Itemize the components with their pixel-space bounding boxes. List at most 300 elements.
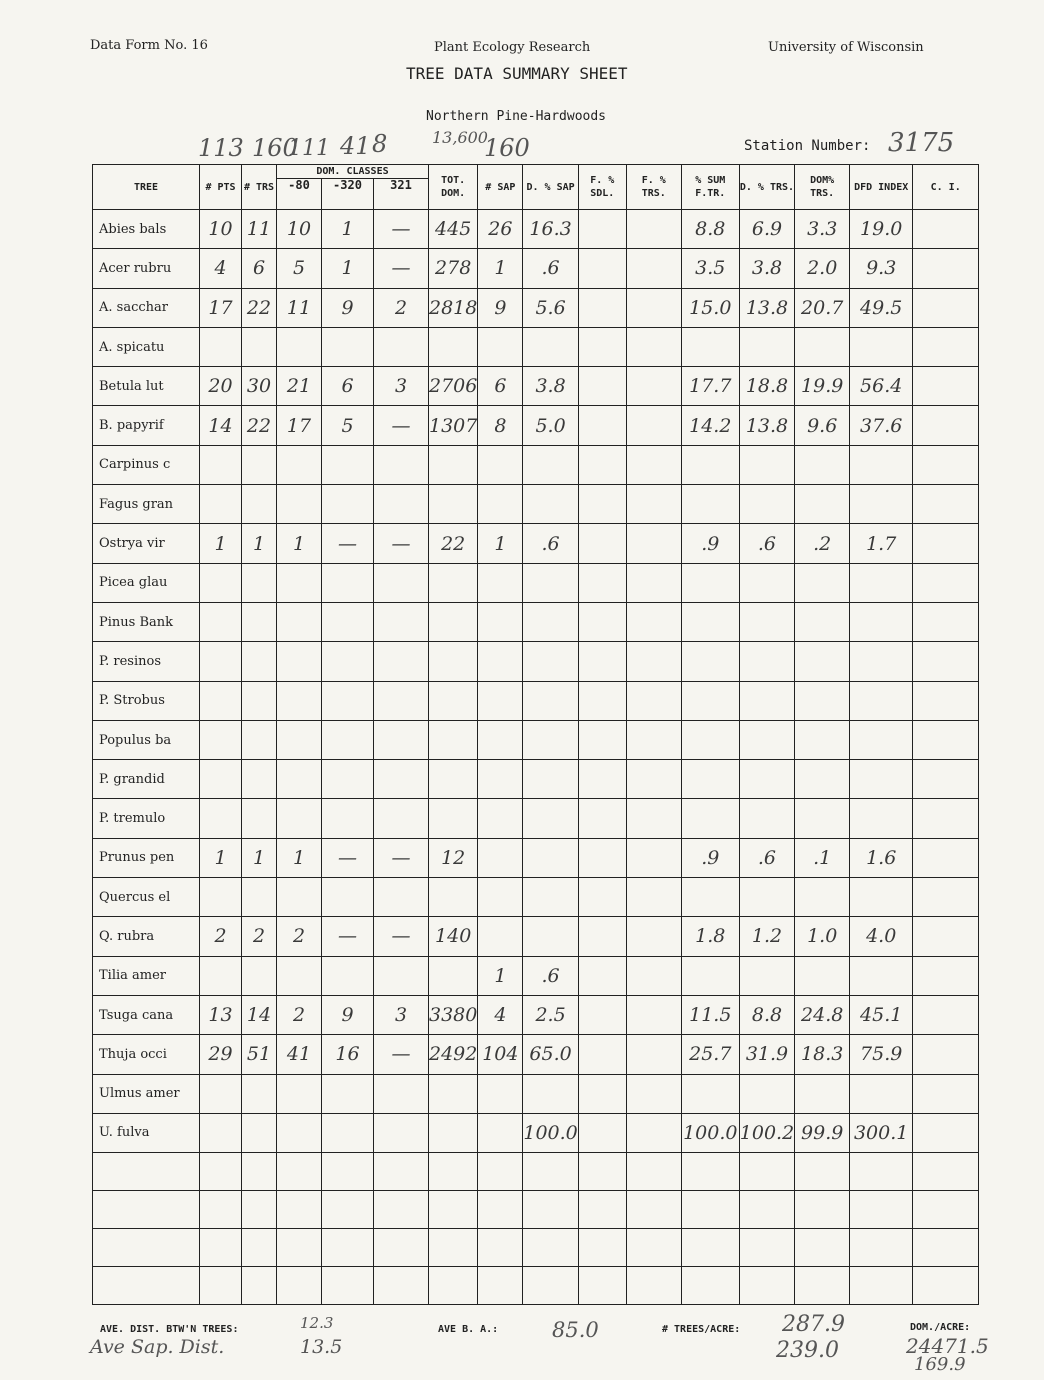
cell-value (850, 1074, 913, 1113)
cell-value (429, 956, 478, 995)
cell-value (523, 485, 578, 524)
table-row (93, 406, 979, 445)
hand-note: 13,600 (432, 128, 488, 147)
cell-value (277, 1074, 322, 1113)
cell-value (242, 485, 277, 524)
cell-value: 22 (242, 406, 277, 445)
cell-value: 1 (242, 838, 277, 877)
cell-value (681, 485, 739, 524)
cell-value (913, 406, 979, 445)
cell-value (429, 327, 478, 366)
cell-value (200, 1191, 242, 1229)
cell-value: 25.7 (681, 1035, 739, 1074)
cell-value: 6 (322, 367, 374, 406)
cell-value (523, 878, 578, 917)
cell-value (626, 1113, 681, 1152)
cell-value (913, 838, 979, 877)
cell-value: — (322, 524, 374, 563)
header-ci: C. I. (913, 165, 979, 210)
cell-value: 278 (429, 249, 478, 288)
cell-value: 1 (478, 249, 523, 288)
cell-value: — (322, 917, 374, 956)
cell-value: 20 (200, 367, 242, 406)
cell-value (850, 445, 913, 484)
cell-value: — (374, 917, 429, 956)
cell-value: 2.0 (795, 249, 850, 288)
cell-value (277, 956, 322, 995)
cell-value: 2 (374, 288, 429, 327)
cell-value (681, 760, 739, 799)
cell-value (242, 1153, 277, 1191)
cell-value: .6 (739, 524, 794, 563)
cell-value (578, 249, 626, 288)
cell-value (322, 485, 374, 524)
hand-note: 160 (484, 134, 530, 162)
cell-value (681, 1191, 739, 1229)
cell-value (739, 1191, 794, 1229)
cell-value: 3.3 (795, 210, 850, 249)
cell-value (523, 602, 578, 641)
cell-value (523, 760, 578, 799)
cell-value (523, 917, 578, 956)
tree-name: Q. rubra (93, 917, 200, 956)
cell-value: 2 (200, 917, 242, 956)
cell-value: 49.5 (850, 288, 913, 327)
table-row (93, 210, 979, 249)
cell-value (200, 956, 242, 995)
cell-value (523, 838, 578, 877)
table-row (93, 956, 979, 995)
cell-value (374, 602, 429, 641)
cell-value: .1 (795, 838, 850, 877)
table-row (93, 917, 979, 956)
tree-name: P. Strobus (93, 681, 200, 720)
header-pts: # PTS (200, 165, 242, 210)
cell-value: 3380 (429, 995, 478, 1034)
cell-value (374, 327, 429, 366)
cell-value: 9.6 (795, 406, 850, 445)
cell-value (626, 406, 681, 445)
cell-value (626, 1267, 681, 1305)
cell-value (578, 1035, 626, 1074)
ave-dist-value: 12.3 (300, 1314, 334, 1332)
cell-value (739, 602, 794, 641)
cell-value (578, 1267, 626, 1305)
cell-value (429, 1229, 478, 1267)
header-dom-321: 321 (374, 179, 429, 210)
cell-value (913, 1035, 979, 1074)
cell-value (913, 1153, 979, 1191)
trees-acre-value-2: 239.0 (776, 1338, 839, 1363)
cell-value: 56.4 (850, 367, 913, 406)
header-dom-trs: DOM% TRS. (795, 165, 850, 210)
tree-name: Ostrya vir (93, 524, 200, 563)
cell-value: 29 (200, 1035, 242, 1074)
cell-value (374, 445, 429, 484)
table-row (93, 760, 979, 799)
cell-value (242, 602, 277, 641)
cell-value (913, 367, 979, 406)
cell-value: 1307 (429, 406, 478, 445)
cell-value (200, 1113, 242, 1152)
tree-name (93, 1229, 200, 1267)
cell-value (429, 642, 478, 681)
cell-value: 3.8 (523, 367, 578, 406)
cell-value (478, 445, 523, 484)
cell-value: 13.8 (739, 406, 794, 445)
cell-value: 2.5 (523, 995, 578, 1034)
ave-dist-label: AVE. DIST. BTW'N TREES: (100, 1324, 239, 1335)
cell-value (277, 445, 322, 484)
cell-value: 14.2 (681, 406, 739, 445)
cell-value (739, 642, 794, 681)
cell-value: 11 (277, 288, 322, 327)
cell-value (913, 445, 979, 484)
header-tree: TREE (93, 165, 200, 210)
table-row (93, 1153, 979, 1191)
cell-value (374, 681, 429, 720)
cell-value (626, 1153, 681, 1191)
cell-value (523, 799, 578, 838)
tree-name: Tsuga cana (93, 995, 200, 1034)
cell-value (913, 210, 979, 249)
tree-name: Populus ba (93, 720, 200, 759)
cell-value: 2 (277, 995, 322, 1034)
cell-value: 41 (277, 1035, 322, 1074)
table-row (93, 485, 979, 524)
cell-value (578, 1113, 626, 1152)
cell-value (242, 1267, 277, 1305)
dom-acre-value: 24471.5 (906, 1334, 989, 1358)
cell-value: 16 (322, 1035, 374, 1074)
cell-value: 100.0 (681, 1113, 739, 1152)
tree-name (93, 1153, 200, 1191)
table-row (93, 995, 979, 1034)
cell-value (578, 1153, 626, 1191)
cell-value (322, 1191, 374, 1229)
cell-value (200, 1074, 242, 1113)
cell-value (850, 1267, 913, 1305)
cell-value (429, 563, 478, 602)
cell-value: — (322, 838, 374, 877)
cell-value (850, 681, 913, 720)
cell-value (913, 995, 979, 1034)
cell-value: 6 (478, 367, 523, 406)
cell-value (523, 1267, 578, 1305)
cell-value: 1.0 (795, 917, 850, 956)
cell-value: 1.6 (850, 838, 913, 877)
cell-value (429, 1074, 478, 1113)
cell-value (739, 563, 794, 602)
cell-value (681, 563, 739, 602)
cell-value (626, 249, 681, 288)
cell-value (795, 445, 850, 484)
cell-value (478, 1113, 523, 1152)
header-sap: # SAP (478, 165, 523, 210)
cell-value (277, 681, 322, 720)
cell-value (578, 878, 626, 917)
cell-value (795, 602, 850, 641)
cell-value (242, 1191, 277, 1229)
cell-value (523, 1074, 578, 1113)
cell-value (578, 210, 626, 249)
cell-value (200, 1153, 242, 1191)
cell-value: 9 (322, 995, 374, 1034)
cell-value (578, 838, 626, 877)
header-dom-320: -320 (322, 179, 374, 210)
cell-value (429, 485, 478, 524)
cell-value (626, 445, 681, 484)
cell-value (739, 720, 794, 759)
cell-value: 5.6 (523, 288, 578, 327)
cell-value (578, 406, 626, 445)
cell-value: 15.0 (681, 288, 739, 327)
cell-value (242, 642, 277, 681)
cell-value (739, 1074, 794, 1113)
cell-value: 31.9 (739, 1035, 794, 1074)
cell-value (322, 327, 374, 366)
cell-value (795, 1267, 850, 1305)
cell-value (523, 563, 578, 602)
cell-value (277, 1191, 322, 1229)
cell-value (200, 1267, 242, 1305)
header-trs: # TRS (242, 165, 277, 210)
cell-value (200, 720, 242, 759)
cell-value: 37.6 (850, 406, 913, 445)
cell-value (322, 1074, 374, 1113)
header-d-sap: D. % SAP (523, 165, 578, 210)
cell-value: 19.9 (795, 367, 850, 406)
cell-value (578, 367, 626, 406)
cell-value (681, 327, 739, 366)
cell-value (795, 563, 850, 602)
cell-value: 13 (200, 995, 242, 1034)
cell-value (523, 445, 578, 484)
cell-value (478, 642, 523, 681)
cell-value (626, 367, 681, 406)
cell-value: 9.3 (850, 249, 913, 288)
cell-value (242, 1113, 277, 1152)
cell-value: 1 (242, 524, 277, 563)
cell-value (626, 956, 681, 995)
cell-value (578, 760, 626, 799)
cell-value (578, 917, 626, 956)
tree-name: P. grandid (93, 760, 200, 799)
cell-value (739, 956, 794, 995)
cell-value (277, 1267, 322, 1305)
hand-note: 160 (252, 134, 298, 162)
cell-value (322, 720, 374, 759)
cell-value (277, 720, 322, 759)
cell-value (626, 485, 681, 524)
cell-value: — (374, 210, 429, 249)
cell-value (429, 799, 478, 838)
cell-value (739, 760, 794, 799)
table-row (93, 878, 979, 917)
cell-value (626, 1035, 681, 1074)
cell-value: 3.8 (739, 249, 794, 288)
form-number: Data Form No. 16 (90, 38, 208, 53)
cell-value: 21 (277, 367, 322, 406)
cell-value (739, 1153, 794, 1191)
cell-value: 17.7 (681, 367, 739, 406)
cell-value: 8.8 (739, 995, 794, 1034)
cell-value (200, 878, 242, 917)
table-row (93, 367, 979, 406)
cell-value: 6.9 (739, 210, 794, 249)
cell-value: — (374, 524, 429, 563)
cell-value (578, 1229, 626, 1267)
cell-value: .9 (681, 524, 739, 563)
cell-value: 20.7 (795, 288, 850, 327)
cell-value: 1.8 (681, 917, 739, 956)
cell-value (374, 1074, 429, 1113)
cell-value: 12 (429, 838, 478, 877)
cell-value (242, 327, 277, 366)
cell-value (626, 327, 681, 366)
cell-value (795, 956, 850, 995)
cell-value (374, 799, 429, 838)
cell-value (374, 1113, 429, 1152)
cell-value (626, 878, 681, 917)
cell-value: 14 (242, 995, 277, 1034)
cell-value: 100.2 (739, 1113, 794, 1152)
cell-value (242, 878, 277, 917)
cell-value (200, 327, 242, 366)
cell-value (913, 1267, 979, 1305)
cell-value (200, 445, 242, 484)
cell-value (322, 1267, 374, 1305)
cell-value (478, 1191, 523, 1229)
cell-value (478, 681, 523, 720)
cell-value: 1 (322, 249, 374, 288)
cell-value (322, 445, 374, 484)
cell-value (277, 878, 322, 917)
cell-value (626, 760, 681, 799)
cell-value: 300.1 (850, 1113, 913, 1152)
cell-value (429, 602, 478, 641)
cell-value (478, 838, 523, 877)
tree-name: Fagus gran (93, 485, 200, 524)
cell-value (795, 1153, 850, 1191)
cell-value (795, 681, 850, 720)
cell-value (322, 602, 374, 641)
table-row (93, 445, 979, 484)
tree-name: Quercus el (93, 878, 200, 917)
tree-name: Ulmus amer (93, 1074, 200, 1113)
cell-value (277, 1153, 322, 1191)
header-f-sdl: F. % SDL. (578, 165, 626, 210)
cell-value (578, 602, 626, 641)
cell-value: 2 (277, 917, 322, 956)
table-row (93, 1113, 979, 1152)
table-row (93, 1074, 979, 1113)
cell-value (200, 602, 242, 641)
cell-value (200, 760, 242, 799)
cell-value (374, 1267, 429, 1305)
cell-value (913, 327, 979, 366)
cell-value (277, 563, 322, 602)
cell-value (200, 563, 242, 602)
university: University of Wisconsin (768, 40, 924, 55)
cell-value: — (374, 838, 429, 877)
cell-value (626, 642, 681, 681)
forest-type: Northern Pine-Hardwoods (426, 109, 607, 124)
cell-value: 1.2 (739, 917, 794, 956)
cell-value (913, 878, 979, 917)
cell-value: 1 (200, 524, 242, 563)
cell-value (429, 760, 478, 799)
tree-name (93, 1191, 200, 1229)
cell-value (374, 956, 429, 995)
cell-value (242, 956, 277, 995)
dom-acre-value-2: 169.9 (914, 1354, 966, 1375)
cell-value (322, 642, 374, 681)
cell-value (478, 1229, 523, 1267)
cell-value: 3.5 (681, 249, 739, 288)
cell-value (681, 799, 739, 838)
tree-name: Betula lut (93, 367, 200, 406)
cell-value (795, 799, 850, 838)
cell-value (795, 878, 850, 917)
cell-value (626, 524, 681, 563)
cell-value (681, 878, 739, 917)
cell-value (429, 1153, 478, 1191)
table-row (93, 720, 979, 759)
tree-name: A. sacchar (93, 288, 200, 327)
table-row (93, 1229, 979, 1267)
cell-value (681, 1229, 739, 1267)
table-row (93, 563, 979, 602)
header-dom-classes: DOM. CLASSES (277, 165, 429, 179)
cell-value (626, 1229, 681, 1267)
cell-value (478, 327, 523, 366)
cell-value (578, 642, 626, 681)
cell-value: 18.3 (795, 1035, 850, 1074)
cell-value (913, 288, 979, 327)
header-sum-ftr: % SUM F.TR. (681, 165, 739, 210)
cell-value (374, 1191, 429, 1229)
cell-value: 30 (242, 367, 277, 406)
table-row (93, 249, 979, 288)
cell-value (322, 1229, 374, 1267)
cell-value (578, 524, 626, 563)
cell-value (200, 485, 242, 524)
cell-value (277, 642, 322, 681)
cell-value (374, 485, 429, 524)
cell-value (578, 563, 626, 602)
cell-value (850, 642, 913, 681)
cell-value (739, 485, 794, 524)
cell-value (578, 485, 626, 524)
hand-note: 41 (340, 132, 371, 160)
cell-value: 13.8 (739, 288, 794, 327)
tree-name: Thuja occi (93, 1035, 200, 1074)
cell-value (626, 799, 681, 838)
cell-value: 24.8 (795, 995, 850, 1034)
cell-value: .6 (523, 249, 578, 288)
cell-value (322, 878, 374, 917)
cell-value (578, 445, 626, 484)
cell-value (913, 681, 979, 720)
cell-value: .6 (523, 956, 578, 995)
cell-value (277, 485, 322, 524)
cell-value (681, 445, 739, 484)
cell-value (578, 327, 626, 366)
cell-value: 4.0 (850, 917, 913, 956)
tree-name: Pinus Bank (93, 602, 200, 641)
cell-value (242, 563, 277, 602)
